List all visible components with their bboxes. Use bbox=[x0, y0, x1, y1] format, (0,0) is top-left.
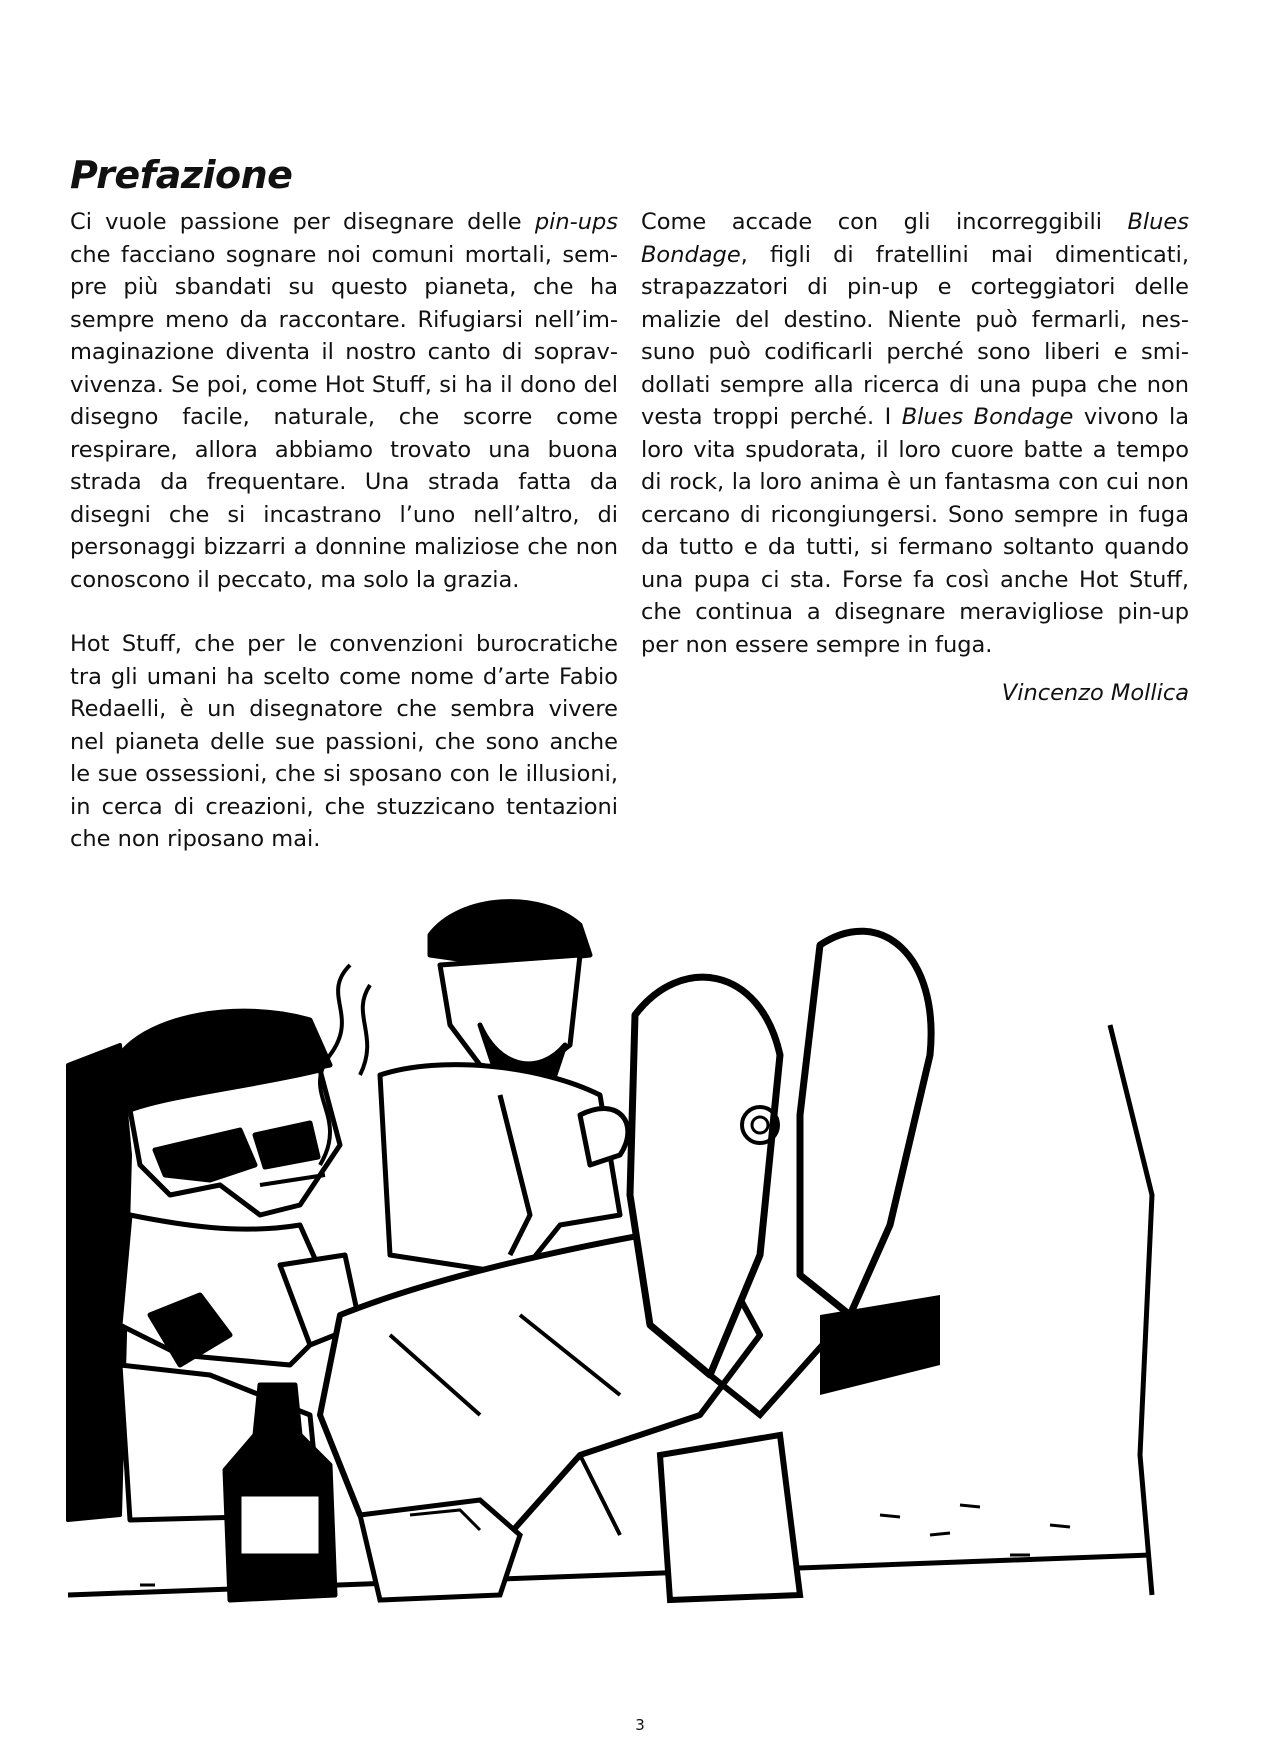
paragraph bbox=[70, 206, 618, 596]
bearded-man-figure bbox=[380, 902, 628, 1275]
paragraph bbox=[70, 628, 618, 856]
text-run: Come accade con gli incorreggibili bbox=[641, 209, 1128, 235]
author-signature: Vincenzo Mollica bbox=[1001, 680, 1189, 706]
paragraph bbox=[641, 206, 1189, 661]
text-column-left bbox=[70, 206, 618, 888]
big-shoe-right bbox=[800, 931, 931, 1315]
text-run: che facciano sognare noi comuni mortali, sempre più sbandati su questo pianeta, che ha sempre meno da raccontare. Rifugiarsi nell’immaginazione diventa il nostro canto di sopravvivenza. Se poi, come Hot Stuff, si ha il dono del disegno facile, naturale, che scorre come respirare, allora abbiamo trovato una buona strada da frequentare. Una strada fatta da disegni che si incastrano l’uno nell’altro, di personaggi bizzarri a donnine maliziose che non conoscono il peccato, ma solo la grazia. bbox=[70, 241, 618, 593]
page-title: Prefazione bbox=[70, 153, 293, 198]
text-column-right bbox=[641, 206, 1189, 710]
italic-run: Blues Bondage bbox=[901, 404, 1074, 430]
text-run: , figli di fratellini mai dimenticati, strapazzatori di pin-up e corteggiatori delle malizie del destino. Niente può fermarli, nessuno può codificarli perché sono liberi e smidollati sempre alla ricerca di una pupa che non vesta troppi perché. I bbox=[641, 241, 1189, 430]
stool bbox=[660, 1435, 800, 1600]
italic-run: Blues Bondage bbox=[641, 209, 1189, 268]
text-run: vivono la loro vita spudorata, il loro cuore batte a tempo di rock, la loro anima è un fantasma con cui non cercano di ricongiungersi. Sono sempre in fuga da tutto e da tutti, si fermano soltanto quando una pupa ci sta. Forse fa così anche Hot Stuff, che continua a disegnare meravigliose pin-up per non essere sempre in fuga. bbox=[641, 404, 1189, 658]
panel-shadow-left bbox=[68, 1045, 130, 1520]
text-run: Ci vuole passione per disegnare delle bbox=[70, 209, 535, 235]
man-with-sunglasses-figure bbox=[120, 1011, 360, 1520]
page-number: 3 bbox=[635, 1716, 645, 1734]
big-shoe-left bbox=[630, 977, 780, 1375]
text-run: Hot Stuff, che per le convenzioni burocratiche tra gli umani ha scelto come nome d’arte Fabio Redaelli, è un disegnatore che sembra vivere nel pianeta delle sue passioni, che sono anche le sue ossessioni, che si sposano con le illusioni, in cerca di creazioni, che stuzzicano tentazioni che non riposano mai. bbox=[70, 631, 618, 852]
comic-illustration bbox=[60, 895, 1190, 1655]
ashtray bbox=[360, 1500, 520, 1600]
italic-run: pin-ups bbox=[534, 209, 618, 235]
